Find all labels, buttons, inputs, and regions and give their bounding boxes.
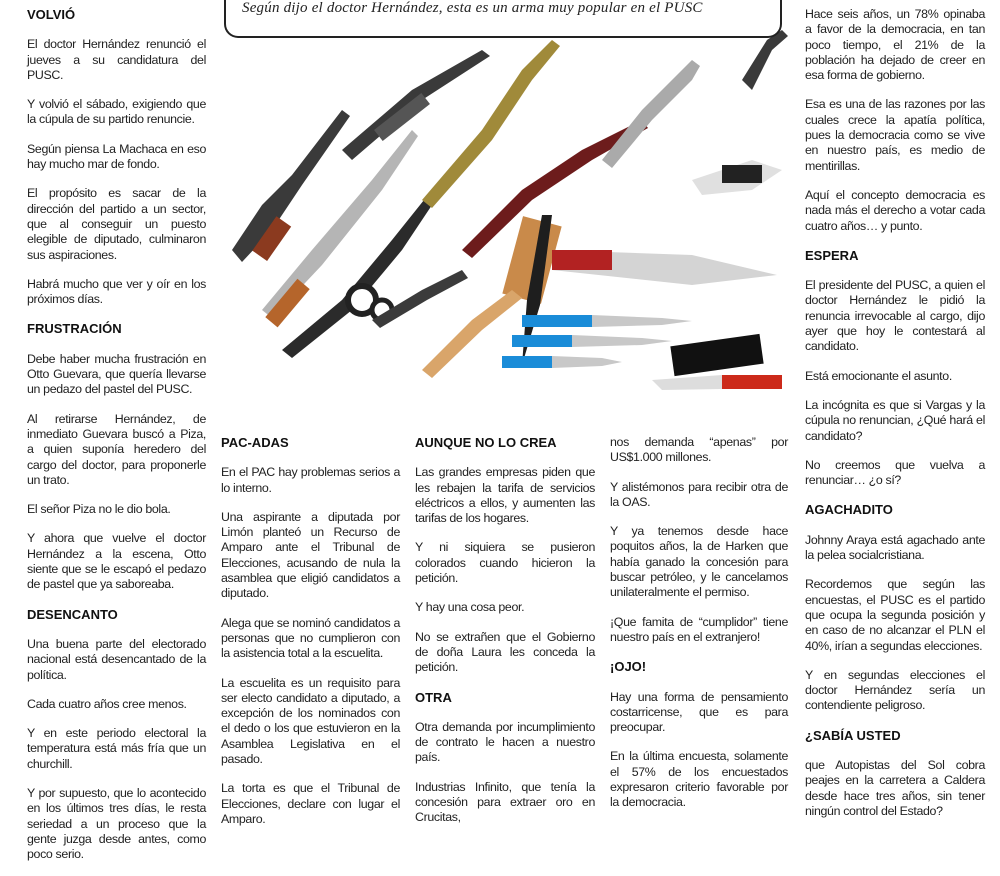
paragraph: El presidente del PUSC, a quien el doctor Hernández le pidió la renuncia irrevocable al cargo, dijo ayer que hoy le contestará al candidato. (805, 278, 985, 354)
paragraph: Las grandes empresas piden que les rebajen la tarifa de servicios eléctricos a ellos, y aumenten las tarifas de los hogares. (415, 465, 595, 526)
column-3 (415, 435, 595, 840)
section-heading: ESPERA (805, 247, 859, 263)
paragraph: Habrá mucho que ver y oír en los próximos días. (27, 276, 206, 307)
paragraph: Según piensa La Machaca en eso hay mucho mar de fondo. (27, 141, 206, 172)
section-heading: ¿SABÍA USTED (805, 727, 901, 743)
paragraph: Al retirarse Hernández, de inmediato Guevara buscó a Piza, a quien suponía heredero del cargo del doctor, para proponerle un trato. (27, 411, 206, 487)
column-5 (805, 7, 985, 833)
paragraph: Una buena parte del electorado nacional está desencantado de la política. (27, 636, 206, 682)
paragraph: Una aspirante a diputada por Limón planteó un Recurso de Amparo ante el Tribunal de Elecciones, acusando de nula la asamblea que eligió candidatos a diputado. (221, 509, 400, 601)
section-heading: VOLVIÓ (27, 7, 76, 22)
paragraph: Y ahora que vuelve el doctor Hernández a la escena, Otto siente que se le escapó el pedazo de pastel que ya saboreaba. (27, 531, 206, 592)
paragraph: Hay una forma de pensamiento costarricense, que es para preocupar. (610, 689, 788, 735)
paragraph: que Autopistas del Sol cobra peajes en la carretera a Caldera desde hace tres años, sin tener ningún control del Estado? (805, 757, 985, 818)
paragraph: Y volvió el sábado, exigiendo que la cúpula de su partido renuncie. (27, 97, 206, 127)
paragraph: El propósito es sacar de la dirección del partido a un sector, que al conseguir un puesto elegible de diputado, culminaron sus aspiraciones. (27, 186, 206, 262)
paragraph: Aquí el concepto democracia es nada más el derecho a votar cada cuatro años… y punto. (805, 187, 985, 233)
paragraph: Y por supuesto, que lo acontecido en los últimos tres días, le resta seriedad a un proceso que la gente juzga desde antes, como poco serio. (27, 785, 206, 862)
paragraph: No se extrañen que el Gobierno de doña Laura les conceda la petición. (415, 629, 595, 675)
section-heading: AUNQUE NO LO CREA (415, 435, 557, 450)
paragraph: nos demanda “apenas” por US$1.000 millones. (610, 435, 788, 465)
column-4 (610, 435, 788, 825)
paragraph: Industrias Infinito, que tenía la concesión para extraer oro en Crucitas, (415, 779, 595, 825)
paragraph: El señor Piza no le dio bola. (27, 502, 171, 517)
paragraph: Y ni siquiera se pusieron colorados cuando hicieron la petición. (415, 540, 595, 586)
paragraph: Y hay una cosa peor. (415, 600, 525, 615)
knives-photo (222, 0, 792, 395)
paragraph: El doctor Hernández renunció el jueves a su candidatura del PUSC. (27, 37, 206, 82)
paragraph: Debe haber mucha frustración en Otto Guevara, que quería llevarse un pedazo del pastel del PUSC. (27, 351, 206, 397)
paragraph: Alega que se nominó candidatos a personas que no cumplieron con la asistencia total a la escuelita. (221, 615, 400, 661)
paragraph: Está emocionante el asunto. (805, 368, 952, 383)
section-heading: OTRA (415, 689, 452, 705)
photo-caption: Según dijo el doctor Hernández, esta es un arma muy popular en el PUSC (224, 0, 782, 38)
column-1 (27, 7, 206, 876)
knife-collection (232, 30, 788, 390)
paragraph: La escuelita es un requisito para ser electo candidato a diputado, a excepción de los nominados con el dedo o los que estuvieron en la Asamblea Legislativa en el pasado. (221, 675, 400, 767)
section-heading: ¡OJO! (610, 659, 647, 675)
paragraph: Y en este periodo electoral la temperatura está más fría que un churchill. (27, 726, 206, 771)
section-heading: FRUSTRACIÓN (27, 321, 122, 337)
paragraph: En la última encuesta, solamente el 57% de los encuestados expresaron criterio favorable por la democracia. (610, 749, 788, 810)
paragraph: Johnny Araya está agachado ante la pelea socialcristiana. (805, 532, 985, 563)
paragraph: Y alistémonos para recibir otra de la OAS. (610, 479, 788, 509)
paragraph: Hace seis años, un 78% opinaba a favor de la democracia, en tan poco tiempo, el 21% de la población ha dejado de creer en esa forma de gobierno. (805, 7, 985, 83)
paragraph: La incógnita es que si Vargas y la cúpula no renuncian, ¿Qué hará el candidato? (805, 397, 985, 443)
paragraph: Recordemos que según las encuestas, el PUSC es el partido que ocupa la segunda posición y en caso de no alcanzar el PLN el 40%, irían a segundas elecciones. (805, 577, 985, 653)
paragraph: En el PAC hay problemas serios a lo interno. (221, 465, 400, 495)
section-heading: PAC-ADAS (221, 435, 289, 450)
paragraph: Y ya tenemos desde hace poquitos años, la de Harken que había ganado la concesión para buscar petróleo, y le cancelamos unilateralmente el permiso. (610, 524, 788, 600)
paragraph: La torta es que el Tribunal de Elecciones, declare con lugar el Amparo. (221, 781, 400, 826)
column-2 (221, 435, 400, 841)
paragraph: No creemos que vuelva a renunciar… ¿o sí? (805, 457, 985, 488)
paragraph: ¡Que famita de “cumplidor” tiene nuestro país en el extranjero! (610, 614, 788, 644)
section-heading: DESENCANTO (27, 606, 118, 622)
knives-illustration (222, 0, 792, 395)
paragraph: Otra demanda por incumplimiento de contrato le hacen a nuestro país. (415, 719, 595, 765)
paragraph: Esa es una de las razones por las cuales crece la apatía política, pues la democracia como se vive en nuestro país, es medio de mentirillas. (805, 97, 985, 173)
section-heading: AGACHADITO (805, 502, 893, 518)
paragraph: Y en segundas elecciones el doctor Hernández sería un contendiente peligroso. (805, 667, 985, 713)
paragraph: Cada cuatro años cree menos. (27, 696, 187, 711)
